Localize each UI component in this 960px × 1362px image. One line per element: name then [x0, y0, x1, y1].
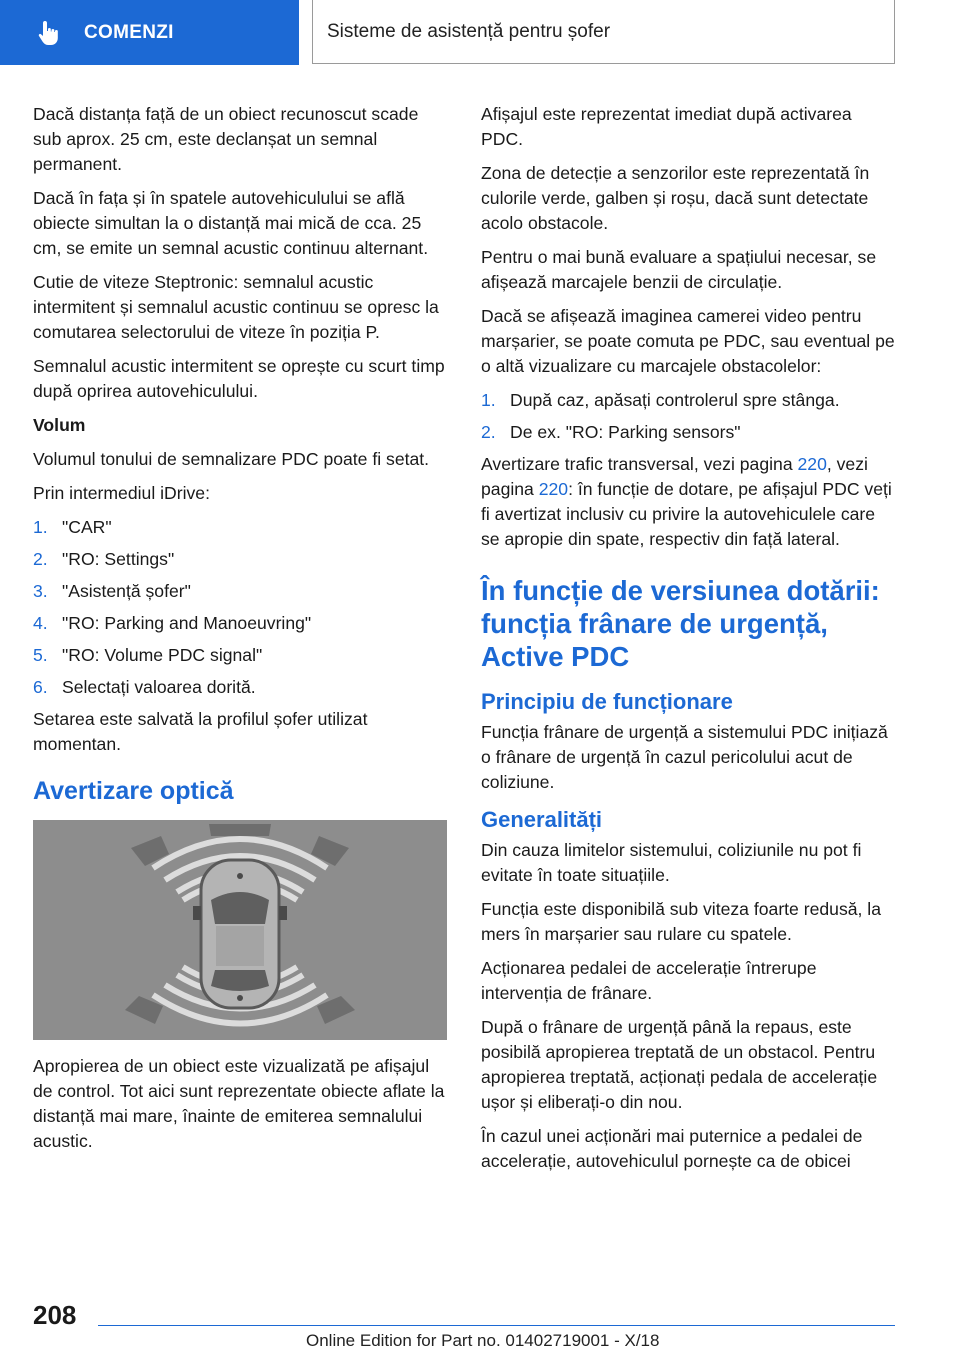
paragraph: Pentru o mai bună evaluare a spațiului necesar, se afișează marcajele benzii de circulație.: [481, 247, 877, 292]
paragraph: După o frânare de urgență până la repaus, este posibilă apropierea treptată de un obstacol. Pentru apropierea treptată, acționați pedala de accelerație ușor și eliberați-o din nou.: [481, 1017, 878, 1112]
paragraph: Semnalul acustic intermitent se oprește cu scurt timp după oprirea autovehiculului.: [33, 356, 445, 401]
list-item: [33, 611, 449, 636]
page-link-220[interactable]: 220: [538, 479, 569, 499]
step-text: Selectați valoarea dorită.: [62, 677, 256, 697]
page-number: 208: [33, 1300, 77, 1330]
step-text: "RO: Settings": [62, 549, 175, 569]
list-item: [33, 675, 449, 700]
right-column: [481, 102, 897, 1183]
paragraph: Cutie de viteze Steptronic: semnalul acustic intermitent și semnalul acustic continuu se opresc la comutarea selectorului de viteze în poziția P.: [33, 272, 439, 342]
paragraph: Dacă distanța față de un obiect recunoscut scade sub aprox. 25 cm, este declanșat un semnal permanent.: [33, 104, 419, 174]
idrive-steps-list: [33, 515, 449, 700]
list-item: [33, 643, 449, 668]
step-text: "Asistență șofer": [62, 581, 191, 601]
heading-emergency-braking: În funcție de versiunea dotării: funcția frânare de urgență, Active PDC: [481, 575, 880, 672]
paragraph: Volumul tonului de semnalizare PDC poate fi setat.: [33, 449, 430, 469]
heading-generalitati: Generalități: [481, 807, 603, 832]
subheading-volum: Volum: [33, 415, 86, 435]
paragraph: Dacă se afișează imaginea camerei video pentru marșarier, se poate comuta pe PDC, sau eventual pe o altă vizualizare cu marcajele obstacolelor:: [481, 306, 895, 376]
paragraph: Dacă în fața și în spatele autovehiculului se află obiecte simultan la o distanță mai mică de cca. 25 cm, se emite un semnal acustic continuu alternant.: [33, 188, 429, 258]
list-item: [33, 547, 449, 572]
pdc-car-illustration: [33, 820, 447, 1040]
hand-pointer-icon: [34, 18, 64, 48]
step-number: 2.: [481, 422, 496, 442]
page-link-220[interactable]: 220: [797, 454, 827, 474]
step-number: 4.: [33, 613, 48, 633]
paragraph: Funcția frânare de urgență a sistemului PDC inițiază o frânare de urgență în cazul pericolului acut de coliziune.: [481, 722, 888, 792]
paragraph: În cazul unei acționări mai puternice a pedalei de accelerație, autovehiculul pornește ca de obicei: [481, 1126, 863, 1171]
paragraph: Prin intermediul iDrive:: [33, 483, 210, 503]
footer-edition: Online Edition for Part no. 01402719001 - X/18: [306, 1331, 660, 1350]
heading-principiu: Principiu de funcționare: [481, 689, 733, 714]
list-item: [481, 420, 897, 445]
paragraph-cross-traffic: [481, 452, 897, 552]
heading-avertizare-optica: Avertizare optică: [33, 777, 234, 805]
step-number: 3.: [33, 581, 48, 601]
list-item: [33, 579, 449, 604]
step-number: 1.: [33, 517, 48, 537]
text-fragment: Avertizare trafic transversal, vezi pagina: [481, 454, 798, 474]
paragraph: Funcția este disponibilă sub viteza foarte redusă, la mers în marșarier sau rulare cu spatele.: [481, 899, 882, 944]
step-text: "CAR": [62, 517, 112, 537]
step-number: 5.: [33, 645, 48, 665]
camera-steps-list: [481, 388, 897, 445]
step-text: "RO: Parking and Manoeuvring": [62, 613, 312, 633]
text-fragment: : în funcție de dotare, pe afișajul PDC veți fi avertizat inclusiv cu privire la autovehiculele care se apropie din spate, respectiv din față lateral.: [481, 479, 892, 549]
section-title: Sisteme de asistență pentru șofer: [312, 0, 895, 64]
paragraph: Din cauza limitelor sistemului, coliziunile nu pot fi evitate în toate situațiile.: [481, 840, 862, 885]
text-fragment: , vezi pagina: [481, 454, 868, 499]
paragraph: Acționarea pedalei de accelerație întrerupe intervenția de frânare.: [481, 958, 817, 1003]
step-text: După caz, apăsați controlerul spre stânga.: [510, 390, 840, 410]
step-text: "RO: Volume PDC signal": [62, 645, 263, 665]
step-number: 1.: [481, 390, 496, 410]
paragraph: Zona de detecție a senzorilor este reprezentată în culorile verde, galben și roșu, dacă sunt detectate acolo obstacole.: [481, 163, 870, 233]
paragraph: Afișajul este reprezentat imediat după activarea PDC.: [481, 104, 852, 149]
step-text: De ex. "RO: Parking sensors": [510, 422, 741, 442]
list-item: [481, 388, 897, 413]
paragraph: Setarea este salvată la profilul șofer utilizat momentan.: [33, 709, 368, 754]
pdc-display-figure: [33, 820, 447, 1040]
step-number: 2.: [33, 549, 48, 569]
chapter-tab-label: COMENZI: [84, 21, 174, 43]
list-item: [33, 515, 449, 540]
step-number: 6.: [33, 677, 48, 697]
left-column: [33, 102, 449, 1163]
footer-divider: [98, 1325, 895, 1326]
chapter-tab[interactable]: [0, 0, 299, 65]
paragraph: Apropierea de un obiect este vizualizată pe afișajul de control. Tot aici sunt reprezentate obiecte aflate la distanță mai mare, înainte de emiterea semnalului acustic.: [33, 1056, 445, 1151]
